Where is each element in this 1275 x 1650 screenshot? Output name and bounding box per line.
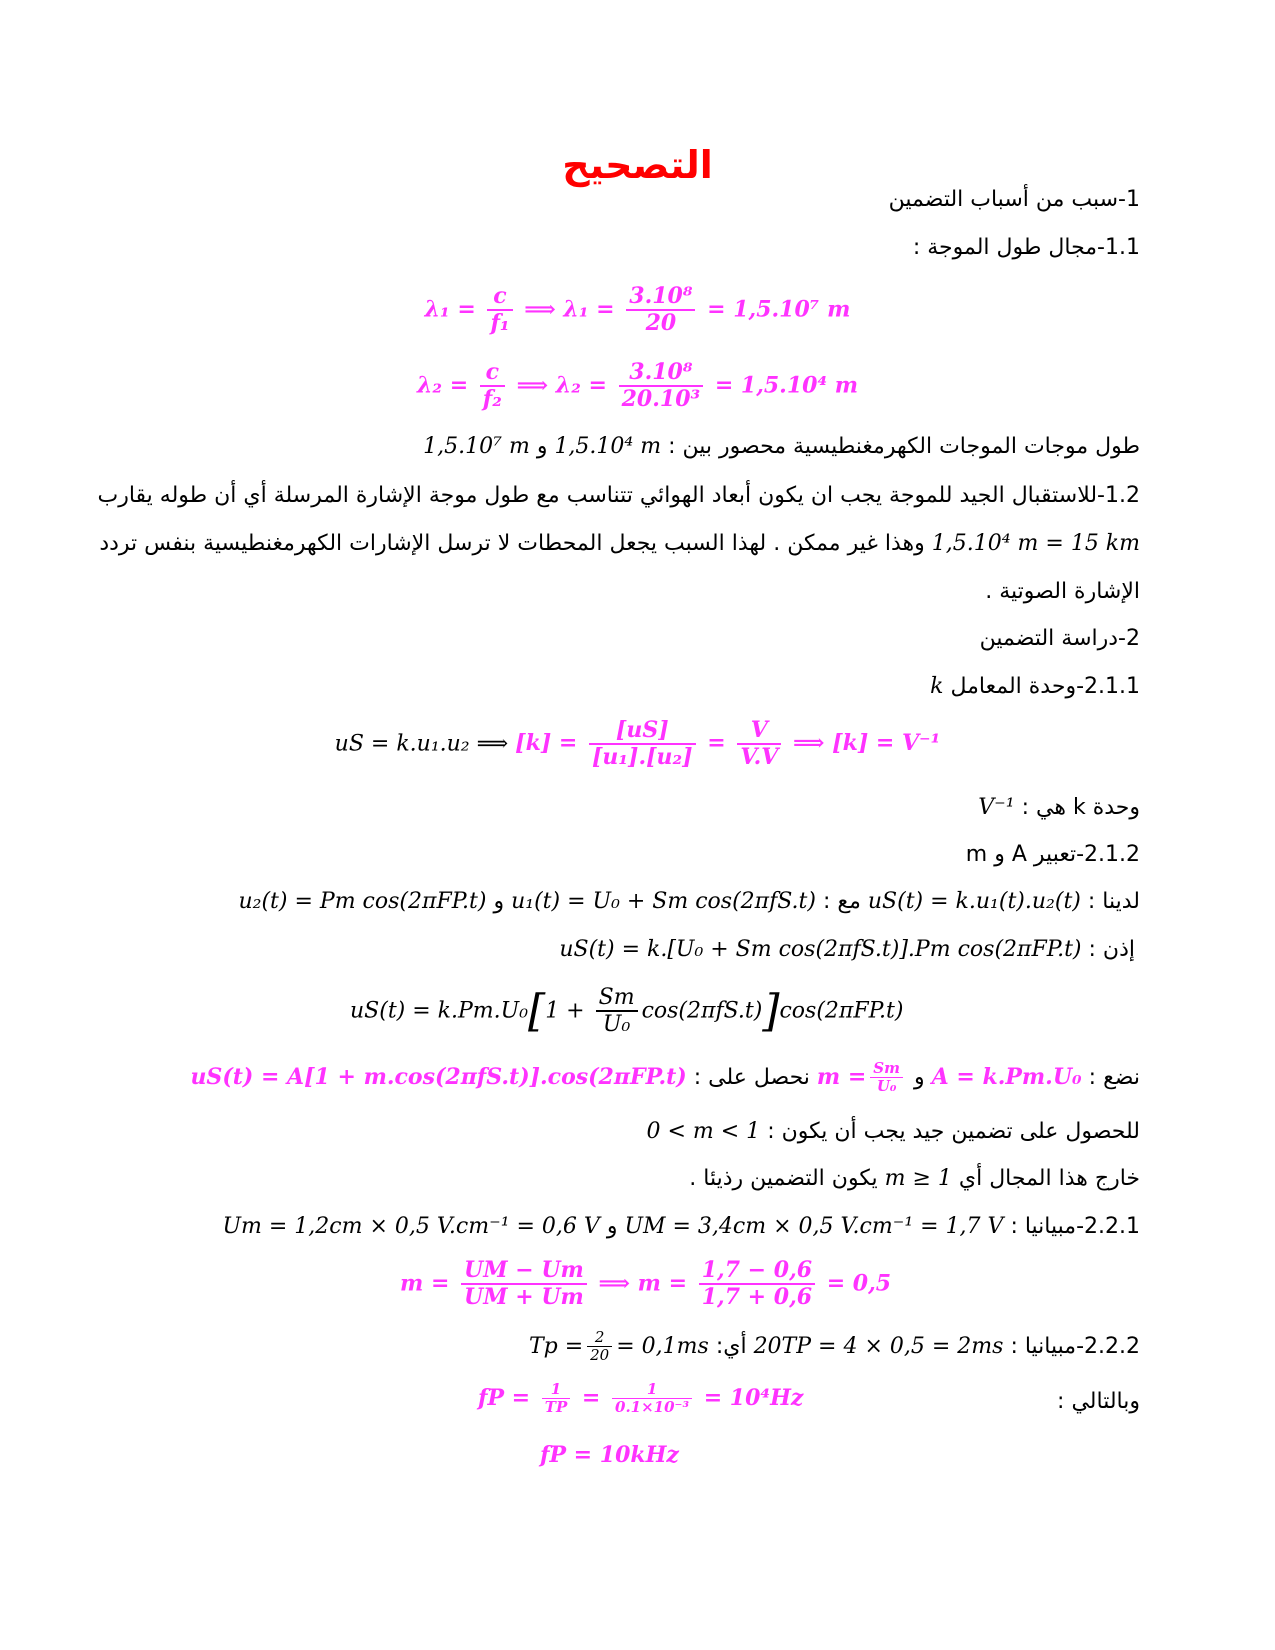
tp-result: = 0,1ms [616,1333,709,1359]
section-2-2-1-label: 2.2.1-مبيانيا : [1010,1214,1140,1239]
section-2-1-1-text: 2.1.1-وحدة المعامل [950,674,1140,699]
page-title: التصحيح [562,143,713,187]
tp-prefix: Tp = [528,1333,584,1359]
frac-num: [uS] [589,718,696,745]
s221-and: و [606,1214,618,1239]
antenna-length: 1,5.10⁴ m = 15 km [931,531,1140,556]
section-1-2-text: وهذا غير ممكن . لهذا السبب يجعل المحطات لا ترسل الإشارات الكهرمغنطيسية بنفس تردد [99,531,925,556]
v-over-vv [737,718,781,771]
section-1-2-line-3: الإشارة الصوتية . [985,579,1140,604]
frac-den: UM + Um [464,1284,584,1311]
frac-num: 3.10⁸ [619,360,704,387]
range-text: طول موجات الموجات الكهرمغنطيسية محصور بين : [668,434,1140,459]
frac-num: UM − Um [461,1258,587,1285]
section-1-2-line-2 [99,529,1140,559]
expanded-prefix: uS(t) = k.Pm.U₀ [350,998,529,1024]
then-equation: uS(t) = k.[U₀ + Sm cos(2πfS.t)].Pm cos(2πFP.t) [559,937,1082,962]
sm-over-u0 [596,985,638,1038]
section-1-heading: 1-سبب من أسباب التضمين [888,187,1140,212]
UM-Um-fraction [461,1258,587,1311]
lambda1-equation [0,284,1275,337]
frac-den: TP [544,1398,568,1417]
frac-num: 2 [587,1329,612,1347]
given-and: و [493,889,505,914]
good-text: للحصول على تضمين جيد يجب أن يكون : [767,1119,1140,1144]
range-value-2: 1,5.10⁷ m [423,434,530,459]
frequency-equation [478,1381,803,1417]
get-label: نحصل على : [693,1064,810,1090]
m-prefix: m = [816,1063,867,1090]
section-2-2-2-label: 2.2.2-مبيانيا : [1010,1333,1140,1359]
k-variable: k [930,674,944,699]
period-equation: 20TP = 4 × 0,5 = 2ms [753,1333,1004,1359]
k-bracket: [k] = [515,730,578,757]
right-bracket: ] [762,985,780,1037]
section-2-2-1 [222,1212,1140,1242]
frac-den: 1,7 + 0,6 [701,1284,813,1311]
range-value-1: 1,5.10⁴ m [554,434,662,459]
frac-den: U₀ [602,1012,631,1038]
expanded-one: 1 + [545,998,585,1024]
given-label: لدينا : [1087,889,1140,914]
lambda1-result: = 1,5.10⁷ m [707,296,851,323]
one-over-period-value [612,1381,692,1417]
us-over-u1u2 [589,718,696,771]
m-eq-prefix: m = [400,1270,450,1297]
c-over-f1 [487,284,512,337]
therefore-label: وبالتالي : [1057,1389,1140,1414]
numeric-fraction [699,1258,815,1311]
frac-num: c [480,360,505,387]
lambda2-fraction [619,360,704,413]
wavelength-range [423,432,1140,462]
with-label: مع : [822,889,861,914]
frac-num: Sm [870,1060,903,1078]
frac-den: 0.1×10⁻³ [615,1398,690,1417]
k-eq-lhs: uS = k.u₁.u₂ ⟹ [334,731,509,757]
modulation-index-equation [400,1258,891,1311]
section-2-heading: 2-دراسة التضمين [979,626,1140,651]
frac-den: 20 [590,1346,610,1365]
k-unit-text: وحدة k هي : [1021,795,1140,820]
good-modulation [646,1117,1140,1147]
frac-den: 20 [645,310,677,337]
k-unit-value: V⁻¹ [978,795,1015,820]
lambda1-fraction [626,284,695,337]
ie-label: أي: [715,1333,747,1359]
bad-prefix: خارج هذا المجال أي [958,1166,1140,1191]
left-bracket: [ [528,985,546,1037]
m-eq-implies: ⟹ m = [598,1270,688,1297]
tp-fraction [587,1329,612,1365]
expanded-cos-fs: cos(2πfS.t) [641,998,763,1024]
k-unit-equation [0,718,1275,771]
k-eq-result: ⟹ [k] = V⁻¹ [792,730,941,757]
k-unit-statement [978,793,1140,823]
section-2-2-2 [529,1329,1140,1365]
lambda2-result: = 1,5.10⁴ m [714,372,859,399]
u1-definition: u₁(t) = U₀ + Sm cos(2πfS.t) [511,889,816,914]
lambda2-implies: ⟹ λ₂ = [516,372,607,399]
given-expressions [238,887,1140,917]
lambda2-equation [0,360,1275,413]
frac-num: 3.10⁸ [626,284,695,311]
lambda1-lhs: λ₁ = [424,296,476,323]
frac-den: U₀ [876,1077,897,1096]
UM-value: UM = 3,4cm × 0,5 V.cm⁻¹ = 1,7 V [624,1214,1004,1239]
lambda1-implies: ⟹ λ₁ = [524,296,615,323]
one-over-tp [542,1381,570,1417]
section-2-1-2-heading: 2.1.2-تعبير A و m [965,842,1140,867]
sm-over-u0-small [870,1060,903,1096]
frac-num: 1,7 − 0,6 [699,1258,815,1285]
range-and: و [536,434,548,459]
fp-equals: = [581,1384,601,1411]
bad-condition: m ≥ 1 [884,1166,952,1191]
k-eq-equals: = [707,730,726,757]
put-expressions [190,1060,1140,1096]
c-over-f2 [480,360,505,413]
fp-result: = 10⁴Hz [703,1384,804,1411]
frac-den: V.V [740,744,779,771]
A-definition: A = k.Pm.U₀ [931,1063,1082,1090]
frac-den: 20.10³ [621,386,701,413]
then-label: إذن : [1088,937,1135,962]
frac-num: 1 [612,1381,692,1399]
frac-num: c [487,284,512,311]
section-2-1-1-heading [930,672,1140,702]
us-definition: uS(t) = k.u₁(t).u₂(t) [867,889,1081,914]
u2-definition: u₂(t) = Pm cos(2πFP.t) [238,889,487,914]
m-eq-result: = 0,5 [826,1270,892,1297]
expanded-cos-fp: cos(2πFP.t) [779,998,904,1024]
expanded-equation [350,985,903,1038]
then-expression [559,935,1135,965]
m-definition [816,1059,907,1096]
Um-value: Um = 1,2cm × 0,5 V.cm⁻¹ = 0,6 V [222,1214,600,1239]
modulated-signal: uS(t) = A[1 + m.cos(2πfS.t)].cos(2πFP.t) [190,1063,687,1090]
frac-num: Sm [596,985,638,1012]
frequency-khz: fP = 10kHz [540,1442,679,1468]
section-1-1-heading: 1.1-مجال طول الموجة : [912,235,1140,260]
lambda2-lhs: λ₂ = [416,372,469,399]
bad-suffix: يكون التضمين رذيئا . [689,1166,878,1191]
frac-den: f₁ [490,310,510,337]
fp-prefix: fP = [478,1384,531,1411]
frac-den: [u₁].[u₂] [592,744,693,771]
good-condition: 0 < m < 1 [646,1119,761,1144]
put-and: و [914,1064,925,1090]
frac-den: f₂ [482,386,502,413]
put-label: نضع : [1088,1064,1140,1090]
tp-equation [528,1328,709,1365]
frac-num: 1 [542,1381,570,1399]
frac-num: V [737,718,781,745]
bad-modulation [689,1164,1140,1194]
section-1-2-line-1: 1.2-للاستقبال الجيد للموجة يجب ان يكون أبعاد الهوائي تتناسب مع طول موجة الإشارة المرسلة أي أن طوله يقارب [97,483,1140,508]
